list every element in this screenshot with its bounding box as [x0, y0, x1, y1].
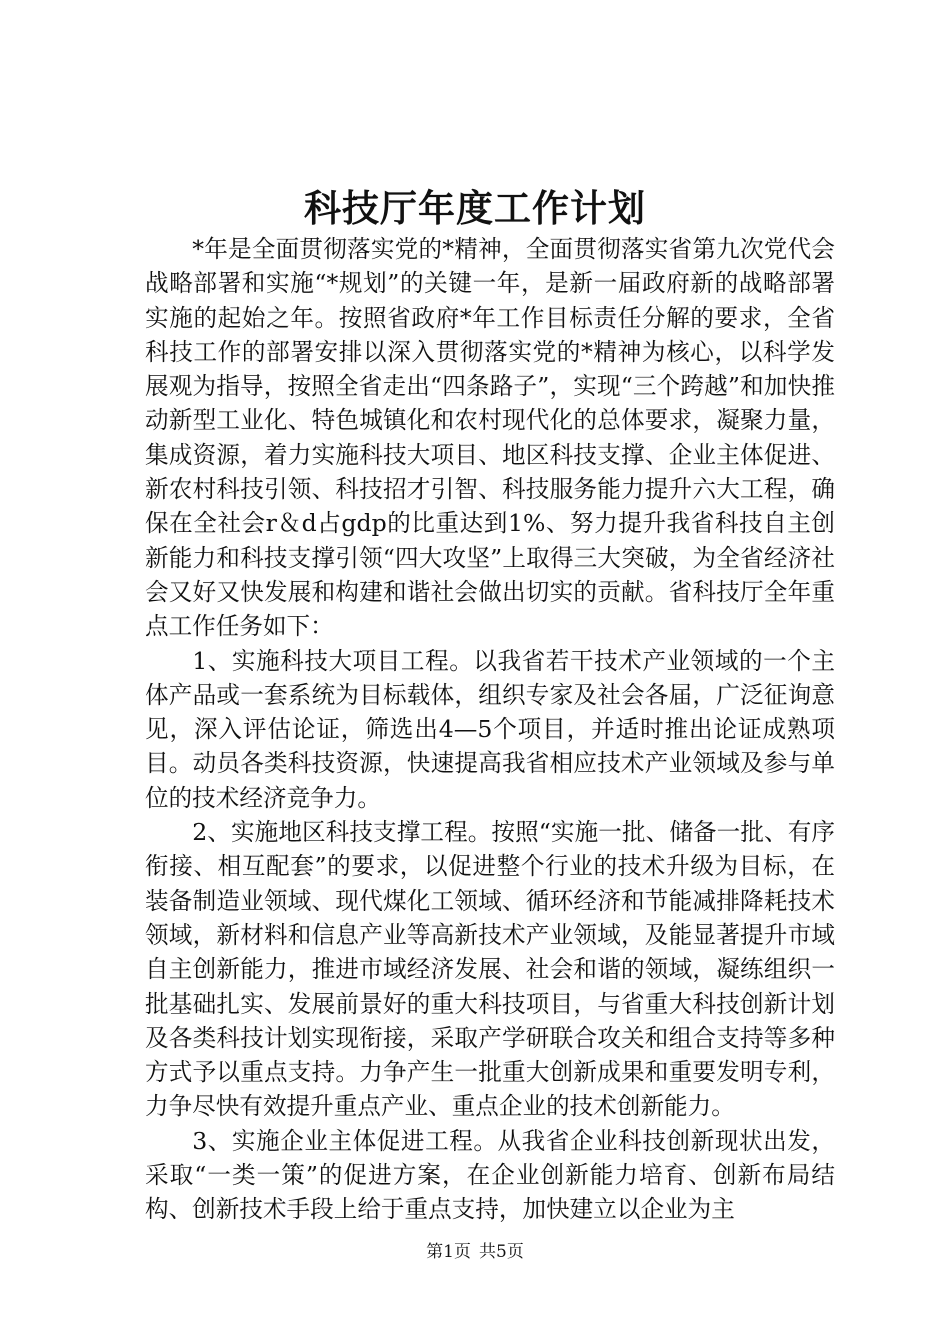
paragraph-item-1: 1、实施科技大项目工程。以我省若干技术产业领域的一个主体产品或一套系统为目标载体，组织专家及社会各届，广泛征询意见，深入评估论证，筛选出4—5个项目，并适时推出论证成熟项目。动员各类科技资源，快速提高我省相应技术产业领域及参与单位的技术经济竞争力。: [145, 646, 835, 812]
paragraph-item-3: 3、实施企业主体促进工程。从我省企业科技创新现状出发，采取“一类一策”的促进方案，在企业创新能力培育、创新布局结构、创新技术手段上给于重点支持，加快建立以企业为主: [145, 1126, 835, 1224]
paragraph-intro: *年是全面贯彻落实党的*精神，全面贯彻落实省第九次党代会战略部署和实施“*规划”的关键一年，是新一届政府新的战略部署实施的起始之年。按照省政府*年工作目标责任分解的要求，全省科技工作的部署安排以深入贯彻落实党的*精神为核心，以科学发展观为指导，按照全省走出“四条路子”，实现“三个跨越”和加快推动新型工业化、特色城镇化和农村现代化的总体要求，凝聚力量，集成资源，着力实施科技大项目、地区科技支撑、企业主体促进、新农村科技引领、科技招才引智、科技服务能力提升六大工程，确保在全社会r＆d占gdp的比重达到1%、努力提升我省科技自主创新能力和科技支撑引领“四大攻坚”上取得三大突破，为全省经济社会又好又快发展和构建和谐社会做出切实的贡献。省科技厅全年重点工作任务如下：: [145, 235, 835, 641]
paragraph-item-2: 2、实施地区科技支撑工程。按照“实施一批、储备一批、有序衔接、相互配套”的要求，以促进整个行业的技术升级为目标，在装备制造业领域、现代煤化工领域、循环经济和节能减排降耗技术领域，新材料和信息产业等高新技术产业领域，及能显著提升市域自主创新能力，推进市域经济发展、社会和谐的领域，凝练组织一批基础扎实、发展前景好的重大科技项目，与省重大科技创新计划及各类科技计划实现衔接，采取产学研联合攻关和组合支持等多种方式予以重点支持。力争产生一批重大创新成果和重要发明专利，力争尽快有效提升重点产业、重点企业的技术创新能力。: [145, 818, 835, 1121]
page-total: 共5页: [479, 1242, 524, 1262]
page-number: 第1页: [426, 1242, 471, 1262]
document-body: [145, 232, 835, 1227]
page-footer: [0, 1240, 950, 1264]
document-title: 科技厅年度工作计划: [304, 186, 646, 230]
